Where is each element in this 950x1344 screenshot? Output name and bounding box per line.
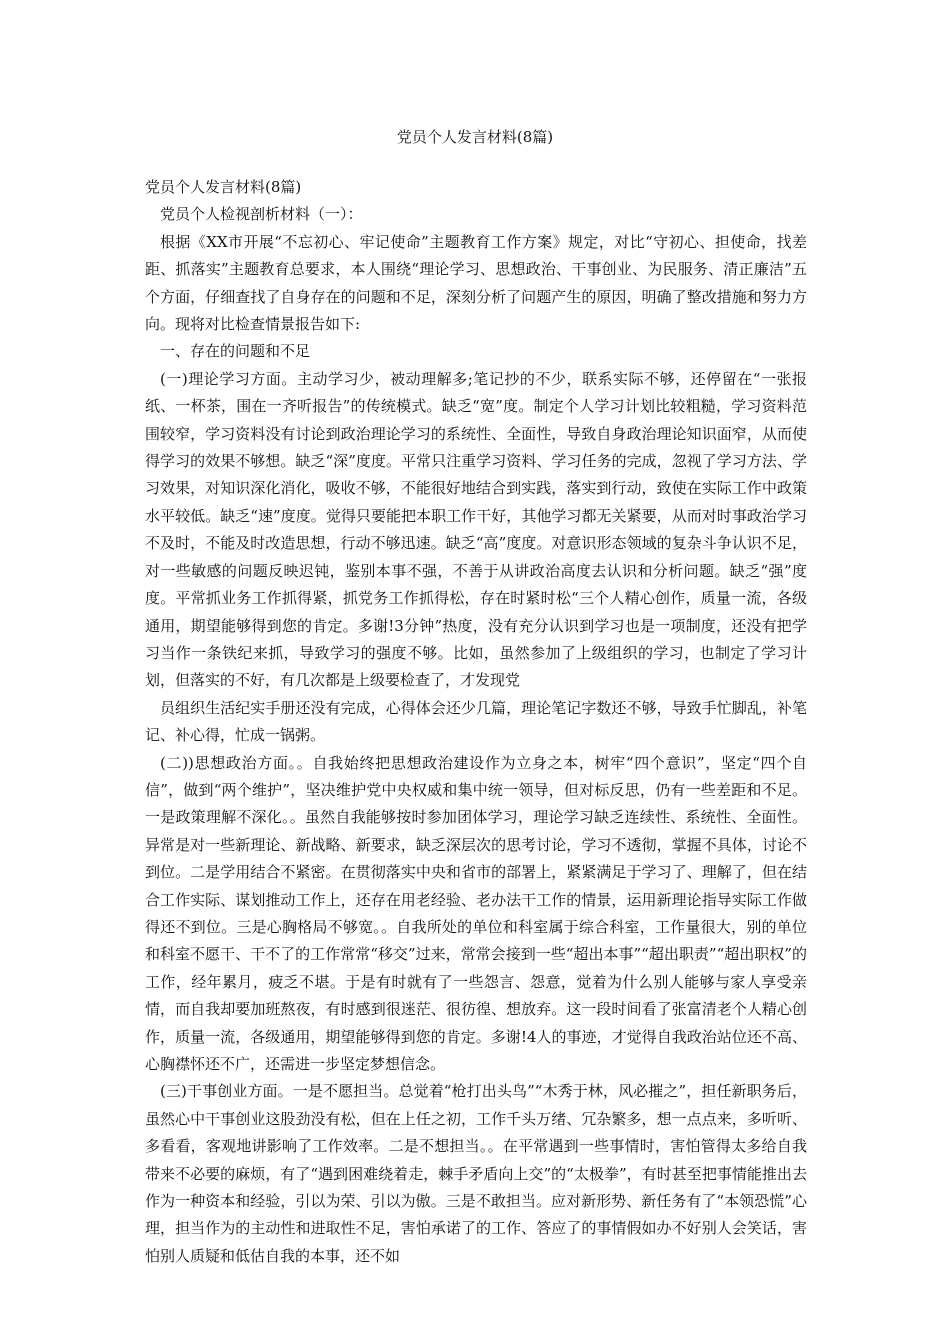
paragraph: (二))思想政治方面。。自我始终把思想政治建设作为立身之本，树牢“四个意识”，坚定“四个自信”，做到“两个维护”，坚决维护党中央权威和集中统一领导，但对标反思，仍有一些差距和不足。一是政策理解不深化。。虽然自我能够按时参加团体学习，理论学习缺乏连续性、系统性、全面性。异常是对一些新理论、新战略、新要求，缺乏深层次的思考讨论，学习不透彻，掌握不具体，讨论不到位。二是学用结合不紧密。在贯彻落实中央和省市的部署上，紧紧满足于学习了、理解了，但在结合工作实际、谋划推动工作上，还存在用老经验、老办法干工作的情景，运用新理论指导实际工作做得还不到位。三是心胸格局不够宽。。自我所处的单位和科室属于综合科室，工作量很大，别的单位和科室不愿干、干不了的工作常常“移交”过来，常常会接到一些“超出本事”“超出职责”“超出职权”的工作，经年累月，疲乏不堪。于是有时就有了一些怨言、怨意，觉着为什么别人能够与家人享受亲情，而自我却要加班熬夜，有时感到很迷茫、很彷徨、想放弃。这一段时间看了张富清老个人精心创作，质量一流，各级通用，期望能够得到您的肯定。多谢!4人的事迹，才觉得自我政治站位还不高、心胸襟怀还不广，还需进一步坚定梦想信念。 xyxy=(145,753,807,1073)
paragraph: 员组织生活纪实手册还没有完成，心得体会还少几篇，理论笔记字数还不够，导致手忙脚乱，补笔记、补心得，忙成一锅粥。 xyxy=(145,698,807,745)
paragraph: (三)干事创业方面。一是不愿担当。总觉着“枪打出头鸟”“木秀于林，风必摧之”，担任新职务后，虽然心中干事创业这股劲没有松，但在上任之初，工作千头万绪、冗杂繁多，想一点点来，多听听、多看看，客观地讲影响了工作效率。二是不想担当。。在平常遇到一些事情时，害怕管得太多给自我带来不必要的麻烦，有了“遇到困难绕着走，棘手矛盾向上交”的“太极拳”，有时甚至把事情能推出去作为一种资本和经验，引以为荣、引以为傲。三是不敢担当。应对新形势、新任务有了“本领恐慌”心理，担当作为的主动性和进取性不足，害怕承诺了的工作、答应了的事情假如办不好别人会笑话，害怕别人质疑和低估自我的本事，还不如 xyxy=(145,1082,807,1265)
section-heading: 一、存在的问题和不足 xyxy=(160,342,311,361)
document-title: 党员个人发言材料(8篇) xyxy=(396,128,554,146)
document-body xyxy=(145,174,807,1270)
paragraph: (一)理论学习方面。主动学习少，被动理解多;笔记抄的不少，联系实际不够，还停留在“一张报纸、一杯茶，围在一齐听报告”的传统模式。缺乏“宽”度。制定个人学习计划比较粗糙，学习资料范围较窄，学习资料没有讨论到政治理论学习的系统性、全面性，导致自身政治理论知识面窄，从而使得学习的效果不够想。缺乏“深”度度。平常只注重学习资料、学习任务的完成，忽视了学习方法、学习效果，对知识深化消化，吸收不够，不能很好地结合到实践，落实到行动，致使在实际工作中政策水平较低。缺乏“速”度度。觉得只要能把本职工作干好，其他学习都无关紧要，从而对时事政治学习不及时，不能及时改造思想，行动不够迅速。缺乏“高”度度。对意识形态领域的复杂斗争认识不足，对一些敏感的问题反映迟钝，鉴别本事不强，不善于从讲政治高度去认识和分析问题。缺乏“强”度度。平常抓业务工作抓得紧，抓党务工作抓得松，存在时紧时松“三个人精心创作，质量一流，各级通用，期望能够得到您的肯定。多谢!3分钟”热度，没有充分认识到学习也是一项制度，还没有把学习当作一条铁纪来抓，导致学习的强度不够。比如，虽然参加了上级组织的学习，也制定了学习计划，但落实的不好，有几次都是上级要检查了，才发现党 xyxy=(145,369,807,690)
paragraph: 党员个人发言材料(8篇) xyxy=(145,178,302,196)
paragraph: 党员个人检视剖析材料（一）： xyxy=(160,205,363,224)
paragraph: 根据《XX市开展“不忘初心、牢记使命”主题教育工作方案》规定，对比“守初心、担使命，找差距、抓落实”主题教育总要求，本人围绕“理论学习、思想政治、干事创业、为民服务、清正廉洁”五个方面，仔细查找了自身存在的问题和不足，深刻分析了问题产生的原因，明确了整改措施和努力方向。现将对比检查情景报告如下: xyxy=(145,232,807,334)
